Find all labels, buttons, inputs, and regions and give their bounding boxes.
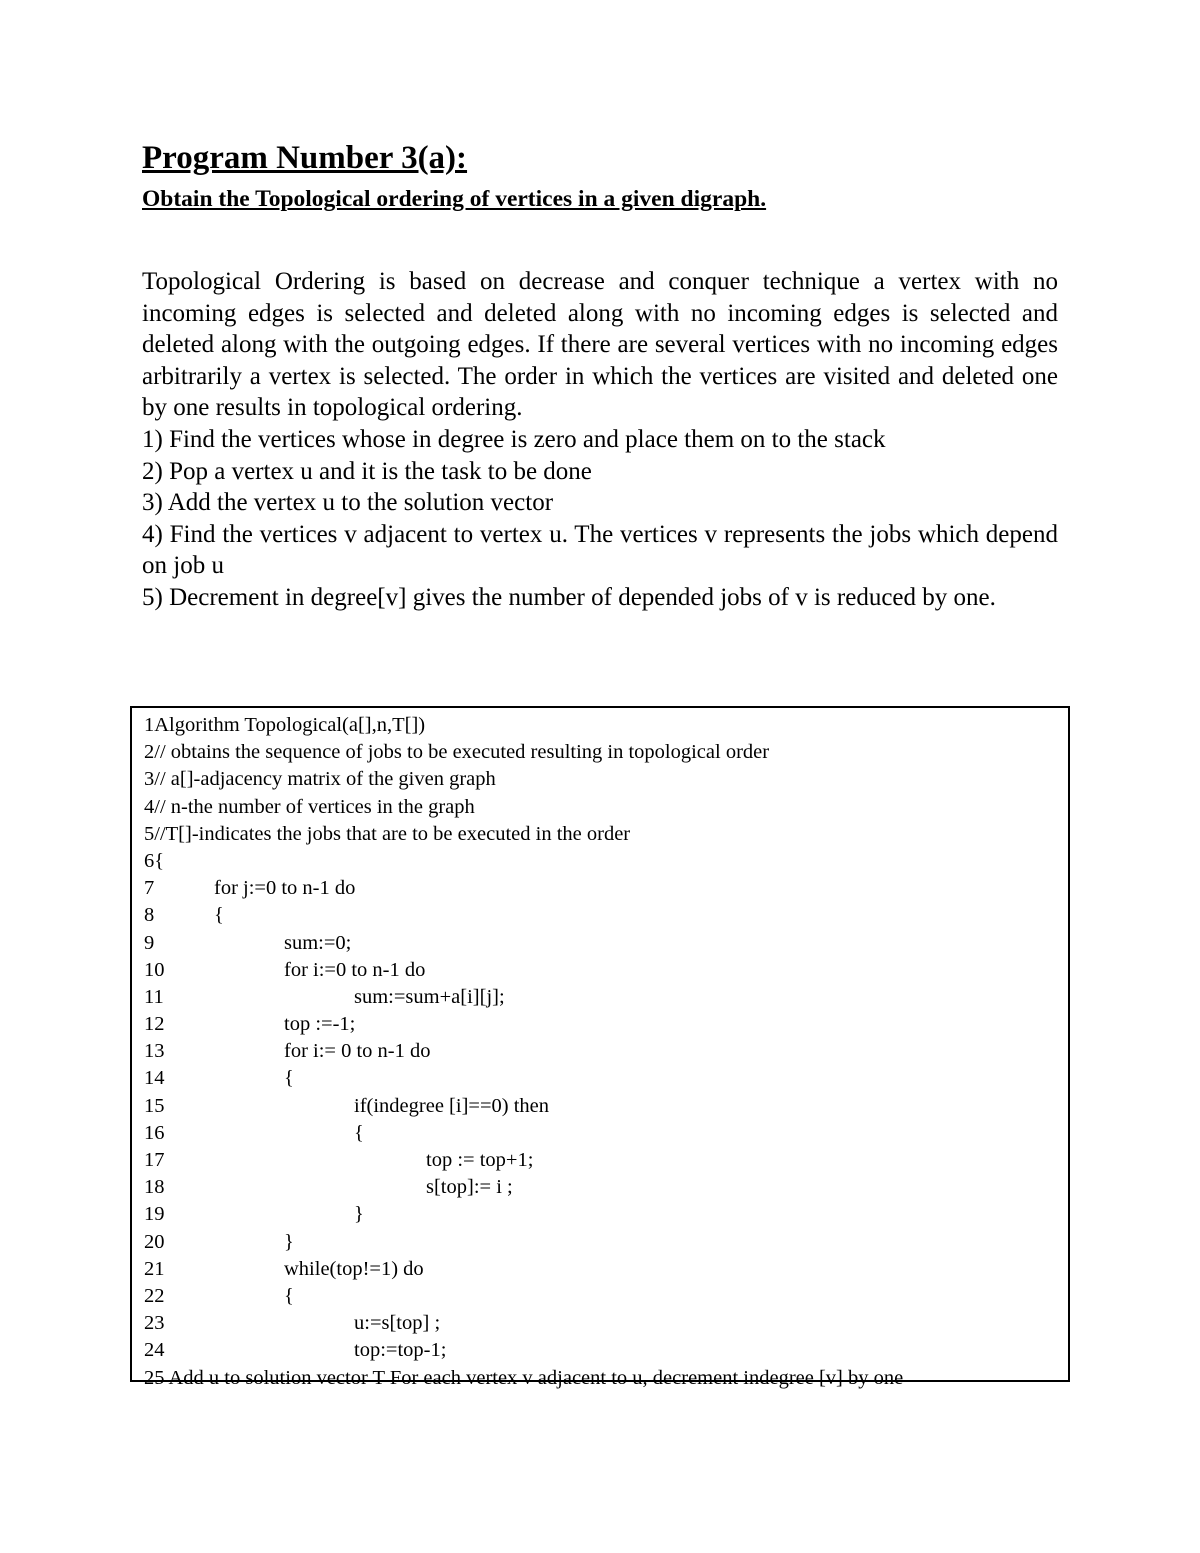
code-line [144,1093,903,1120]
code-line [144,1283,903,1310]
code-line [144,712,903,739]
code-text: // n-the number of vertices in the graph [154,795,475,818]
intro-paragraph: Topological Ordering is based on decrease and conquer technique a vertex with no incoming edges is selected and deleted along with no incoming edges is selected and deleted along with the outgoing edges. If there are several vertices with no incoming edges arbitrarily a vertex is selected. The order in which the vertices are visited and deleted one by one results in topological ordering. [142,268,1058,422]
line-number: 1 [144,714,155,736]
line-number: 20 [144,1230,165,1253]
line-number: 9 [144,931,155,954]
line-number: 4 [144,795,155,818]
code-line [144,1174,903,1201]
code-text: sum:=0; [284,931,352,954]
line-number: 2 [144,741,155,764]
line-number: 25 [144,1366,165,1389]
page-title: Program Number 3(a): [142,140,468,176]
line-number: 3 [144,768,155,791]
code-text: for j:=0 to n-1 do [214,877,356,900]
code-text: // obtains the sequence of jobs to be executed resulting in topological order [154,741,770,764]
line-number: 5 [144,822,155,845]
step-item-4: 4) Find the vertices v adjacent to vertex u. The vertices v represents the jobs which depend on job u [142,520,1058,580]
code-text: s[top]:= i ; [426,1176,513,1199]
step-item-2: 2) Pop a vertex u and it is the task to be done [142,457,592,485]
code-text: // a[]-adjacency matrix of the given graph [154,768,496,791]
code-line [144,930,903,957]
line-number: 14 [144,1067,165,1090]
line-number: 7 [144,877,155,900]
code-text: Add u to solution vector T For each vertex v adjacent to u, decrement indegree [v] by one [168,1366,904,1389]
line-number: 6 [144,849,155,872]
code-text: top := top+1; [426,1149,534,1171]
algorithm-box [130,706,1070,1389]
code-text: Algorithm Topological(a[],n,T[]) [154,714,426,736]
code-text: { [354,1121,364,1144]
code-line [144,984,903,1011]
code-line [144,1310,903,1337]
code-text: for i:= 0 to n-1 do [284,1040,431,1063]
code-line [144,821,903,848]
code-text: top:=top-1; [354,1339,447,1362]
code-line [144,794,903,821]
code-line [144,1365,903,1392]
code-line [144,739,903,766]
code-text: while(top!=1) do [284,1257,424,1280]
step-list [142,424,1058,614]
code-text: u:=s[top] ; [354,1312,441,1335]
code-text: } [284,1230,294,1253]
step-item-1: 1) Find the vertices whose in degree is zero and place them on to the stack [142,426,886,453]
code-text: } [354,1203,364,1226]
code-line [144,766,903,793]
code-line [144,1337,903,1364]
code-line [144,875,903,902]
code-line [144,1011,903,1038]
code-line [144,1065,903,1092]
code-text: if(indegree [i]==0) then [354,1094,550,1117]
line-number: 8 [144,904,155,927]
line-number: 11 [144,985,164,1008]
line-number: 12 [144,1013,165,1036]
line-number: 23 [144,1312,165,1335]
line-number: 22 [144,1284,165,1307]
code-text: { [214,904,224,927]
code-line [144,1120,903,1147]
code-text: for i:=0 to n-1 do [284,958,426,981]
line-number: 21 [144,1257,165,1280]
page-subtitle: Obtain the Topological ordering of vertices in a given digraph. [142,186,767,212]
step-item-5: 5) Decrement in degree[v] gives the number of depended jobs of v is reduced by one. [142,583,996,611]
line-number: 15 [144,1094,165,1117]
code-line [144,902,903,929]
code-text: sum:=sum+a[i][j]; [354,985,505,1008]
line-number: 13 [144,1040,165,1063]
line-number: 18 [144,1176,165,1199]
code-line [144,1038,903,1065]
line-number: 19 [144,1203,165,1226]
line-number: 24 [144,1339,165,1362]
code-line [144,1147,903,1174]
code-line [144,1201,903,1228]
step-item-3: 3) Add the vertex u to the solution vector [142,489,554,517]
line-number: 16 [144,1121,165,1144]
code-line [144,957,903,984]
line-number: 10 [144,958,165,981]
code-text: top :=-1; [284,1013,356,1036]
code-text: //T[]-indicates the jobs that are to be executed in the order [154,822,631,845]
line-number: 17 [144,1149,165,1171]
code-line [144,1256,903,1283]
code-line [144,1229,903,1256]
code-text: { [284,1284,294,1307]
code-line [144,848,903,875]
code-text: { [154,849,165,872]
code-text: { [284,1067,294,1090]
code-lines [144,712,903,1392]
